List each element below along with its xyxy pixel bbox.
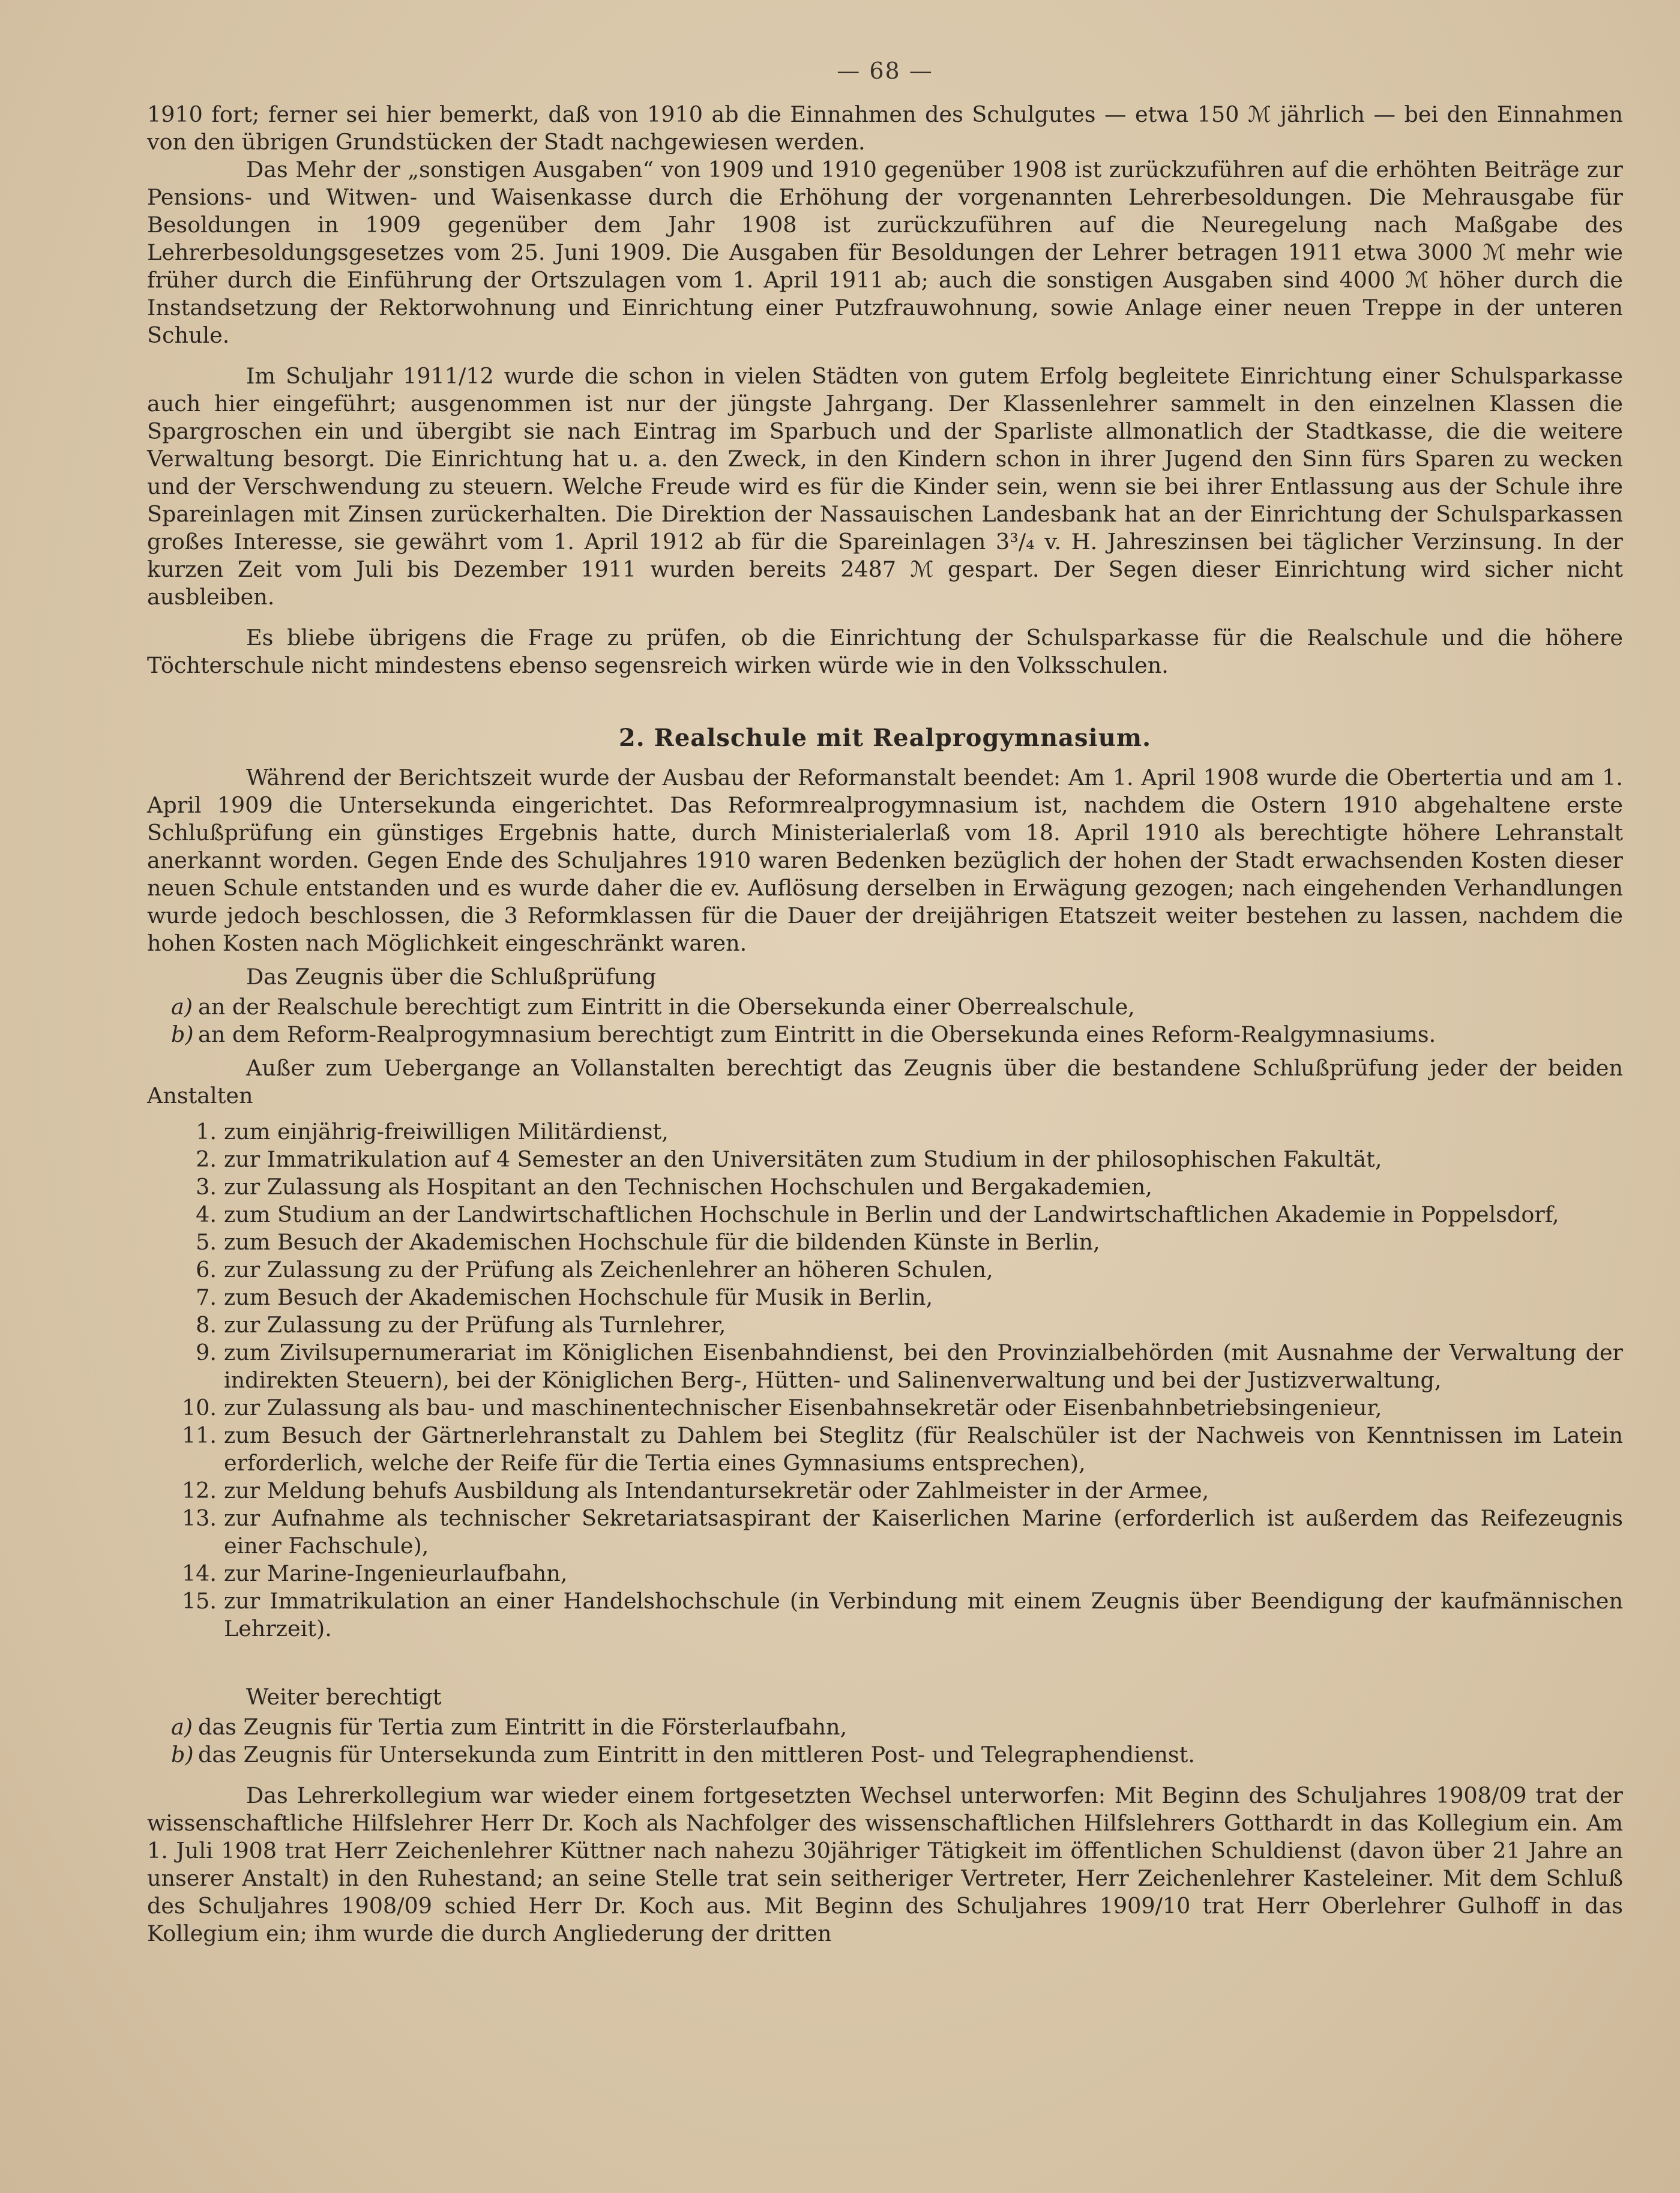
list-item-text: das Zeugnis für Tertia zum Eintritt in die Försterlaufbahn, (198, 1714, 848, 1740)
list-marker: a) (171, 1714, 193, 1740)
weiter-intro: Weiter berechtigt (246, 1684, 442, 1710)
list-item-text: zum Zivilsupernumerariat im Königlichen Eisenbahndienst, bei den Provinzialbehörden (mit Ausnahme der Verwaltung der indirekten Steuern), bei der Königlichen Berg-, Hütten- und Salinenverwaltung und bei der Justizverwaltung, (224, 1340, 1623, 1393)
list-marker: 6. (196, 1257, 217, 1283)
list-marker: 15. (181, 1588, 217, 1614)
list-item-text: zum Besuch der Gärtnerlehranstalt zu Dahlem bei Steglitz (für Realschüler ist der Nachweis von Kenntnissen im Latein erforderlich, welche der Reife für die Tertia eines Gymnasiums entsprechen), (224, 1422, 1623, 1476)
list-item-text: an der Realschule berechtigt zum Eintritt in die Obersekunda einer Oberrealschule, (198, 994, 1135, 1020)
list-item (147, 1118, 1623, 1146)
list-item-text: zur Zulassung zu der Prüfung als Zeichenlehrer an höheren Schulen, (224, 1257, 993, 1283)
list-marker: 9. (196, 1340, 217, 1365)
list-marker: 14. (181, 1560, 217, 1586)
list-item-text: zur Zulassung als Hospitant an den Technischen Hochschulen und Bergakademien, (224, 1174, 1152, 1200)
paragraph-frage: Es bliebe übrigens die Frage zu prüfen, ob die Einrichtung der Schulsparkasse für die Realschule und die höhere Töchterschule nicht mindestens ebenso segensreich wirken würde wie in den Volksschulen. (147, 625, 1623, 678)
vertical-spacer (147, 1643, 1623, 1683)
paragraph-lehrerkollegium: Das Lehrerkollegium war wieder einem fortgesetzten Wechsel unterworfen: Mit Beginn des Schuljahres 1908/09 trat der wissenschaftliche Hilfslehrer Herr Dr. Koch als Nachfolger des wissenschaftlichen Hilfslehrers Gotthardt in das Kollegium ein. Am 1. Juli 1908 trat Herr Zeichenlehrer Küttner nach nahezu 30jähriger Tätigkeit im öffentlichen Schuldienst (davon über 21 Jahre an unserer Anstalt) in den Ruhestand; an seine Stelle trat sein seitheriger Vertreter, Herr Zeichenlehrer Kasteleiner. Mit dem Schluß des Schuljahres 1908/09 schied Herr Dr. Koch aus. Mit Beginn des Schuljahres 1909/10 trat Herr Oberlehrer Gulhoff in das Kollegium ein; ihm wurde die durch Angliederung der dritten (147, 1782, 1623, 1946)
list-item (147, 1713, 1623, 1741)
list-item (147, 1021, 1623, 1048)
list-item (147, 1146, 1623, 1173)
list-item (147, 1229, 1623, 1256)
list-item (147, 1284, 1623, 1311)
list-marker: 2. (196, 1146, 217, 1172)
list-item-text: zur Zulassung zu der Prüfung als Turnlehrer, (224, 1312, 726, 1338)
list-item (147, 1311, 1623, 1339)
list-item (147, 1339, 1623, 1394)
list-item (147, 1587, 1623, 1643)
list-item (147, 993, 1623, 1021)
list-item-text: zum Besuch der Akademischen Hochschule für die bildenden Künste in Berlin, (224, 1229, 1100, 1255)
paragraph-sonstige-ausgaben: Das Mehr der „sonstigen Ausgaben“ von 1909 und 1910 gegenüber 1908 ist zurückzuführen auf die erhöhten Beiträge zur Pensions- und Witwen- und Waisenkasse durch die Erhöhung der vorgenannten Lehrerbesoldungen. Die Mehrausgabe für Besoldungen in 1909 gegenüber dem Jahr 1908 ist zurückzuführen auf die Neuregelung nach Maßgabe des Lehrerbesoldungsgesetzes vom 25. Juni 1909. Die Ausgaben für Besoldungen der Lehrer betragen 1911 etwa 3000 ℳ mehr wie früher durch die Einführung der Ortszulagen vom 1. April 1911 ab; auch die sonstigen Ausgaben sind 4000 ℳ höher durch die Instandsetzung der Rektorwohnung und Einrichtung einer Putzfrauwohnung, sowie Anlage einer neuen Treppe in der unteren Schule. (147, 157, 1623, 348)
list-item (147, 1173, 1623, 1201)
list-marker: b) (171, 1742, 194, 1767)
list-item-text: das Zeugnis für Untersekunda zum Eintritt in den mittleren Post- und Telegraphendienst. (198, 1742, 1195, 1767)
list-marker: 13. (181, 1505, 217, 1531)
list-marker: 8. (196, 1312, 217, 1338)
list-item-text: zur Aufnahme als technischer Sekretariatsaspirant der Kaiserlichen Marine (erforderlich ist außerdem das Reifezeugnis einer Fachschule), (224, 1505, 1623, 1559)
zeugnis-list (147, 993, 1623, 1048)
paragraph-ausser: Außer zum Uebergange an Vollanstalten berechtigt das Zeugnis über die bestandene Schlußprüfung jeder der beiden Anstalten (147, 1055, 1623, 1109)
paragraph-continuation: 1910 fort; ferner sei hier bemerkt, daß von 1910 ab die Einnahmen des Schulgutes — etwa 150 ℳ jährlich — bei den Einnahmen von den übrigen Grundstücken der Stadt nachgewiesen werden. (147, 101, 1623, 155)
list-item-text: zum Besuch der Akademischen Hochschule für Musik in Berlin, (224, 1284, 933, 1310)
list-item (147, 1422, 1623, 1477)
list-item-text: zur Meldung behufs Ausbildung als Intendantursekretär oder Zahlmeister in der Armee, (224, 1478, 1209, 1503)
list-item (147, 1201, 1623, 1229)
list-marker: 7. (196, 1284, 217, 1310)
list-item-text: an dem Reform-Realprogymnasium berechtigt zum Eintritt in die Obersekunda eines Reform-Realgymnasiums. (198, 1021, 1436, 1047)
list-marker: 5. (196, 1229, 217, 1255)
list-item-text: zum einjährig-freiwilligen Militärdienst, (224, 1119, 669, 1145)
weiter-list (147, 1713, 1623, 1769)
paragraph-schulsparkasse: Im Schuljahr 1911/12 wurde die schon in vielen Städten von gutem Erfolg begleitete Einrichtung einer Schulsparkasse auch hier eingeführt; ausgenommen ist nur der jüngste Jahrgang. Der Klassenlehrer sammelt in den einzelnen Klassen die Spargroschen ein und übergibt sie nach Eintrag im Sparbuch und der Sparliste allmonatlich der Stadtkasse, die die weitere Verwaltung besorgt. Die Einrichtung hat u. a. den Zweck, in den Kindern schon in ihrer Jugend den Sinn fürs Sparen zu wecken und der Verschwendung zu steuern. Welche Freude wird es für die Kinder sein, wenn sie bei ihrer Entlassung aus der Schule ihre Spareinlagen mit Zinsen zurückerhalten. Die Direktion der Nassauischen Landesbank hat an der Einrichtung der Schulsparkassen großes Interesse, sie gewährt vom 1. April 1912 ab für die Spareinlagen 3³/₄ v. H. Jahreszinsen bei täglicher Verzinsung. In der kurzen Zeit vom Juli bis Dezember 1911 wurden bereits 2487 ℳ gespart. Der Segen dieser Einrichtung wird sicher nicht ausbleiben. (147, 363, 1623, 610)
list-marker: 1. (196, 1119, 217, 1145)
list-item-text: zur Immatrikulation auf 4 Semester an den Universitäten zum Studium in der philosophischen Fakultät, (224, 1146, 1382, 1172)
list-marker: 10. (181, 1395, 217, 1421)
list-marker: 12. (181, 1478, 217, 1503)
list-item-text: zur Immatrikulation an einer Handelshochschule (in Verbindung mit einem Zeugnis über Beendigung der kaufmännischen Lehrzeit). (224, 1588, 1623, 1641)
list-item-text: zum Studium an der Landwirtschaftlichen Hochschule in Berlin und der Landwirtschaftlichen Akademie in Poppelsdorf, (224, 1202, 1559, 1227)
list-item (147, 1560, 1623, 1587)
list-marker: 11. (181, 1422, 217, 1448)
page-number: — 68 — (837, 58, 933, 84)
list-item-text: zur Marine-Ingenieurlaufbahn, (224, 1560, 568, 1586)
list-item (147, 1505, 1623, 1560)
list-marker: 3. (196, 1174, 217, 1200)
list-marker: 4. (196, 1202, 217, 1227)
list-item (147, 1477, 1623, 1505)
section-heading: 2. Realschule mit Realprogymnasium. (618, 724, 1152, 752)
list-item (147, 1256, 1623, 1284)
list-marker: b) (171, 1021, 194, 1047)
list-item (147, 1741, 1623, 1769)
paragraph-reformanstalt: Während der Berichtszeit wurde der Ausbau der Reformanstalt beendet: Am 1. April 1908 wurde die Obertertia und am 1. April 1909 die Untersekunda eingerichtet. Das Reformrealprogymnasium ist, nachdem die Ostern 1910 abgehaltene erste Schlußprüfung ein günstiges Ergebnis hatte, durch Ministerialerlaß vom 18. April 1910 als berechtigte höhere Lehranstalt anerkannt worden. Gegen Ende des Schuljahres 1910 waren Bedenken bezüglich der hohen der Stadt erwachsenden Kosten dieser neuen Schule entstanden und es wurde daher die ev. Auflösung derselben in Erwägung gezogen; nach eingehenden Verhandlungen wurde jedoch beschlossen, die 3 Reformklassen für die Dauer der dreijährigen Etatszeit weiter bestehen zu lassen, nachdem die hohen Kosten nach Möglichkeit eingeschränkt waren. (147, 765, 1623, 956)
list-item-text: zur Zulassung als bau- und maschinentechnischer Eisenbahnsekretär oder Eisenbahnbetriebsingenieur, (224, 1395, 1382, 1421)
zeugnis-intro: Das Zeugnis über die Schlußprüfung (246, 964, 657, 990)
list-marker: a) (171, 994, 193, 1020)
berechtigungen-list (147, 1118, 1623, 1643)
list-item (147, 1394, 1623, 1422)
